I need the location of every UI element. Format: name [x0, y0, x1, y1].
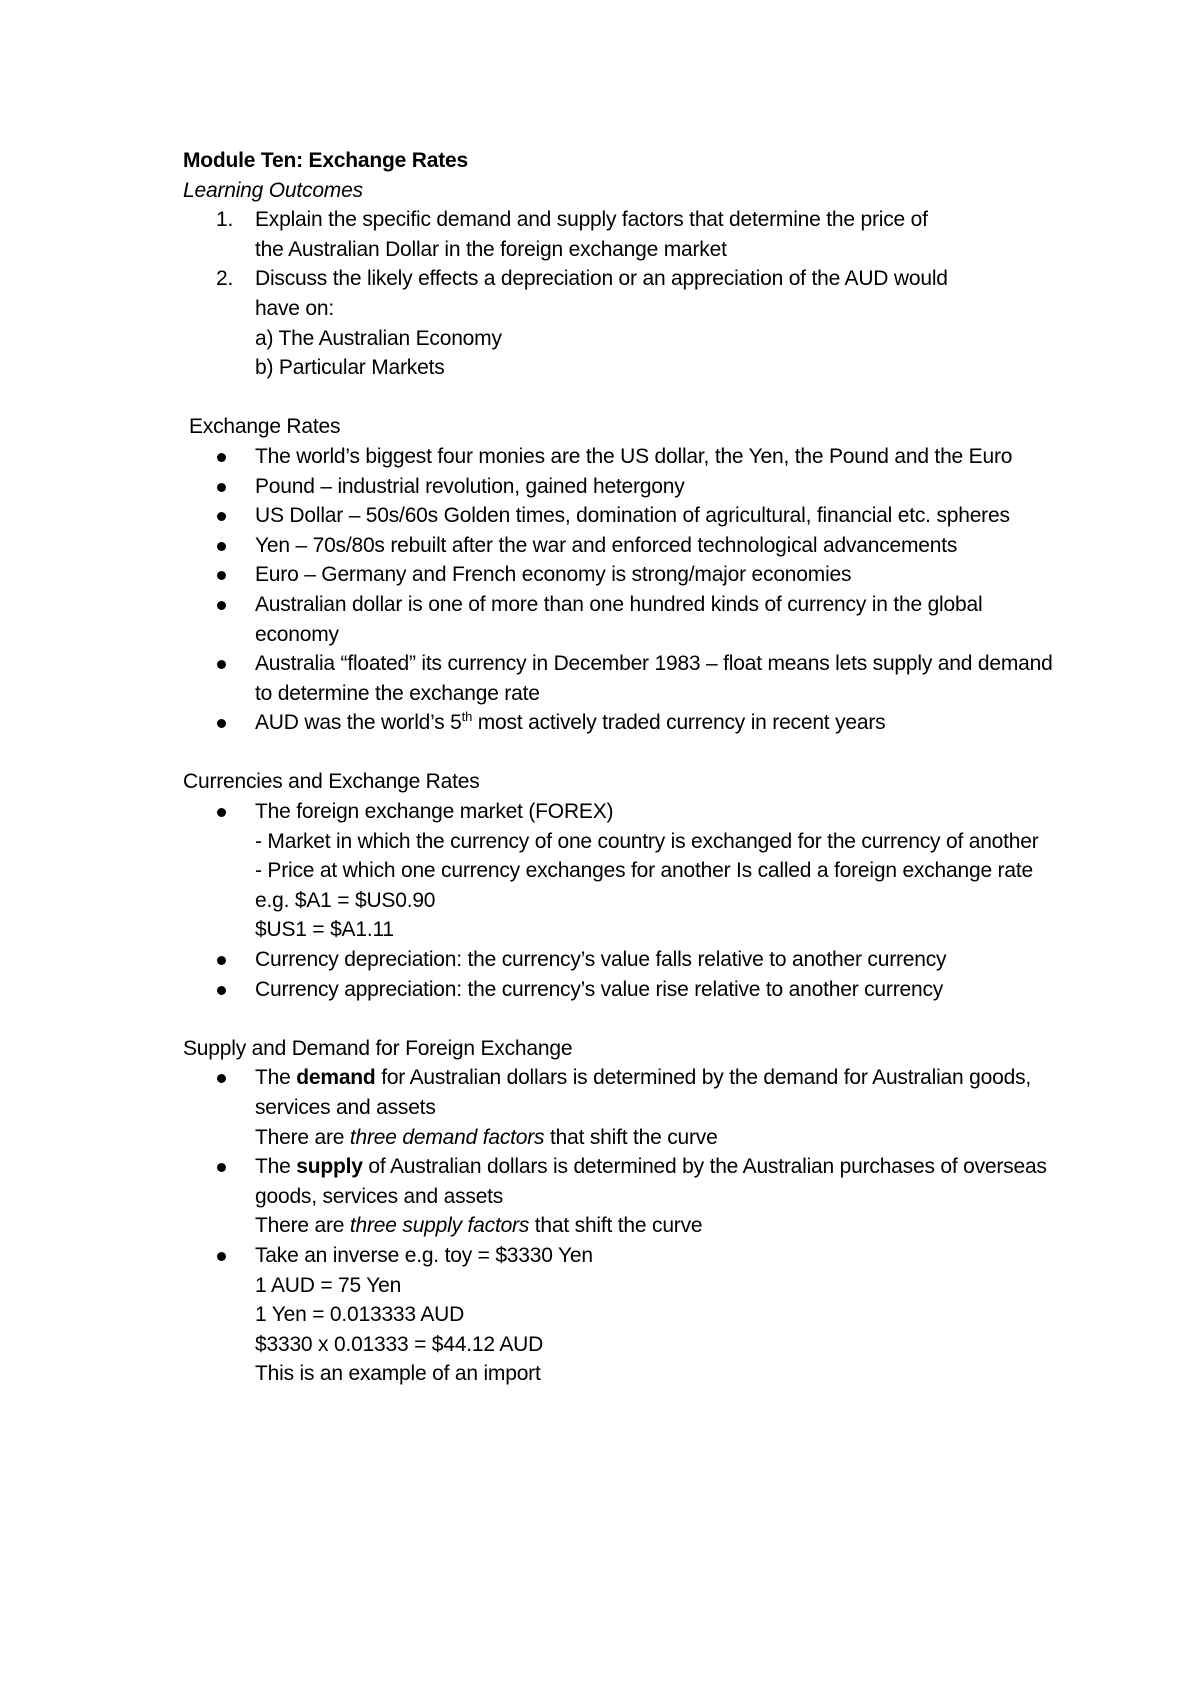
list-item-text: Currency depreciation: the currency’s value falls relative to another currency	[255, 948, 947, 972]
bullet-icon	[217, 512, 226, 521]
list-item-text: Take an inverse e.g. toy = $3330 Yen	[255, 1243, 593, 1267]
list-item-text: Euro – Germany and French economy is strong/major economies	[255, 563, 852, 587]
list-item-text: Pound – industrial revolution, gained hetergony	[255, 474, 685, 498]
outcomes-list	[183, 205, 1053, 383]
example-text: $3330 x 0.01333 = $44.12 AUD	[255, 1332, 544, 1356]
list-item	[183, 442, 1053, 472]
list-item-text: Australia “floated” its currency in December 1983 – float means lets supply and demand to determine the exchange rate	[255, 652, 1053, 705]
list-item	[183, 560, 1053, 590]
bullet-icon	[217, 1163, 226, 1172]
bullet-icon	[217, 956, 226, 965]
list-item	[183, 1063, 1053, 1152]
section-heading-exchange-rates: Exchange Rates	[189, 415, 341, 439]
bullet-icon	[217, 542, 226, 551]
bullet-icon	[217, 660, 226, 669]
currencies-list	[183, 797, 1053, 1004]
list-item-text: AUD was the world’s 5	[255, 711, 462, 735]
outcome-text: Discuss the likely effects a depreciation or an appreciation of the AUD would	[255, 267, 948, 291]
example-text: 1 Yen = 0.013333 AUD	[255, 1303, 465, 1327]
list-item	[183, 501, 1053, 531]
list-item-text: that shift the curve	[529, 1214, 703, 1238]
outcome-item-1	[183, 205, 1053, 264]
list-item	[183, 1152, 1053, 1241]
list-item-text: There are	[255, 1214, 350, 1238]
list-item-text: that shift the curve	[544, 1125, 718, 1149]
bullet-icon	[217, 719, 226, 728]
list-item	[183, 1241, 1053, 1389]
outcome-subitem: a) The Australian Economy	[255, 326, 502, 350]
exchange-rates-list	[183, 442, 1053, 738]
list-item	[183, 590, 1053, 649]
page-title: Module Ten: Exchange Rates	[183, 149, 468, 172]
section-heading-currencies: Currencies and Exchange Rates	[183, 770, 480, 794]
list-item-text: US Dollar – 50s/60s Golden times, domination of agricultural, financial etc. spheres	[255, 504, 1010, 528]
list-item-text: Australian dollar is one of more than one hundred kinds of currency in the global economy	[255, 592, 983, 646]
list-item-text: The	[255, 1066, 297, 1090]
list-number: 2.	[216, 267, 234, 291]
bullet-icon	[217, 1252, 226, 1261]
outcome-item-2	[183, 264, 1053, 382]
list-item-text: There are	[255, 1125, 350, 1149]
list-item	[183, 531, 1053, 561]
italic-term: three supply factors	[349, 1214, 530, 1238]
list-item-text: for Australian dollars is determined by the demand for Australian goods, services and assets	[255, 1066, 1032, 1119]
list-item-text: most actively traded currency in recent years	[472, 711, 886, 735]
outcome-text: Explain the specific demand and supply factors that determine the price of	[255, 208, 928, 232]
list-item-text: The	[255, 1155, 297, 1179]
list-item-text: The world’s biggest four monies are the US dollar, the Yen, the Pound and the Euro	[255, 444, 1013, 468]
bullet-icon	[217, 453, 226, 462]
list-item	[183, 797, 1053, 945]
bold-term: supply	[296, 1155, 363, 1179]
list-item	[183, 472, 1053, 502]
list-item	[183, 975, 1053, 1005]
supply-demand-list	[183, 1063, 1053, 1389]
bullet-icon	[217, 1074, 226, 1083]
learning-outcomes-subtitle: Learning Outcomes	[183, 178, 363, 202]
list-item-text: - Market in which the currency of one country is exchanged for the currency of another	[255, 829, 1039, 853]
document-body	[183, 146, 1053, 1389]
list-item-text: of Australian dollars is determined by the Australian purchases of overseas goods, services and assets	[255, 1155, 1047, 1208]
bullet-icon	[217, 601, 226, 610]
list-item-text: Currency appreciation: the currency’s value rise relative to another currency	[255, 977, 944, 1001]
outcome-subitem: b) Particular Markets	[255, 356, 445, 380]
example-text: 1 AUD = 75 Yen	[255, 1273, 402, 1297]
outcome-text: have on:	[255, 296, 334, 320]
list-item-text: The foreign exchange market (FOREX)	[255, 800, 614, 824]
list-item-text: Yen – 70s/80s rebuilt after the war and enforced technological advancements	[255, 533, 958, 557]
bullet-icon	[217, 571, 226, 580]
list-number: 1.	[216, 208, 234, 232]
bullet-icon	[217, 986, 226, 995]
example-text: $US1 = $A1.11	[255, 918, 394, 942]
list-item-text: - Price at which one currency exchanges for another Is called a foreign exchange rate	[255, 859, 1033, 883]
list-item	[183, 649, 1053, 708]
superscript-text: th	[461, 709, 473, 725]
example-text: e.g. $A1 = $US0.90	[255, 888, 436, 912]
list-item	[183, 708, 1053, 738]
outcome-text: the Australian Dollar in the foreign exchange market	[255, 237, 727, 261]
section-heading-supply-demand: Supply and Demand for Foreign Exchange	[183, 1036, 573, 1060]
italic-term: three demand factors	[349, 1125, 545, 1149]
bullet-icon	[217, 808, 226, 817]
example-text: This is an example of an import	[255, 1362, 541, 1386]
list-item	[183, 945, 1053, 975]
bold-term: demand	[296, 1066, 376, 1090]
bullet-icon	[217, 483, 226, 492]
